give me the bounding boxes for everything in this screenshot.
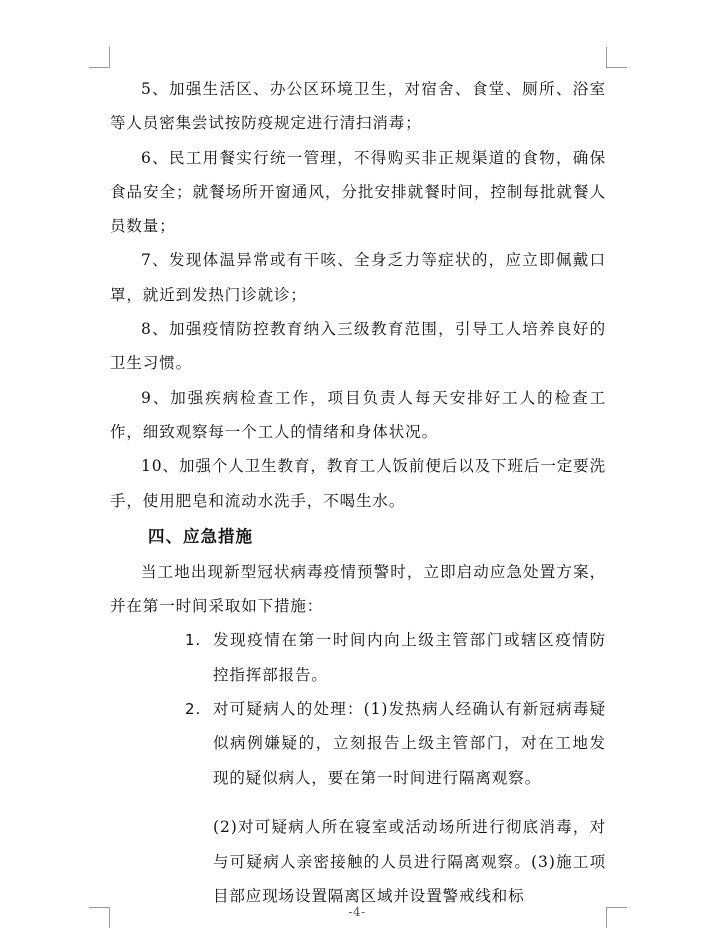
item-7: 7、发现体温异常或有干咳、全身乏力等症状的，应立即佩戴口罩，就近到发热门诊就诊； — [110, 251, 606, 304]
measures-list — [110, 623, 606, 794]
measure-item — [110, 623, 606, 692]
page-number: -4- — [348, 905, 366, 919]
item-6: 6、民工用餐实行统一管理，不得购买非正规渠道的食物，确保食品安全；就餐场所开窗通风，分批安排就餐时间，控制每批就餐人员数量； — [110, 148, 606, 236]
measure-continuation: (2)对可疑病人所在寝室或活动场所进行彻底消毒，对与可疑病人亲密接触的人员进行隔离观察。(3)施工项目部应现场设置隔离区域并设置警戒线和标 — [213, 818, 606, 906]
measure-text: 对可疑病人的处理：(1)发热病人经确认有新冠病毒疑似病例嫌疑的，立刻报告上级主管部门，对在工地发现的疑似病人，要在第一时间进行隔离观察。 — [213, 700, 606, 787]
item-8: 8、加强疫情防控教育纳入三级教育范围，引导工人培养良好的卫生习惯。 — [110, 320, 606, 373]
item-5: 5、加强生活区、办公区环境卫生，对宿舍、食堂、厕所、浴室等人员密集尝试按防疫规定进行清扫消毒； — [110, 80, 606, 133]
measure-number: 2. — [185, 700, 202, 719]
crop-mark-top-left — [89, 47, 110, 68]
item-9: 9、加强疾病检查工作，项目负责人每天安排好工人的检查工作，细致观察每一个工人的情绪和身体状况。 — [110, 388, 606, 441]
measure-item — [110, 692, 606, 795]
document-body — [110, 72, 606, 929]
measure-number: 1. — [185, 631, 202, 650]
section-intro: 当工地出现新型冠状病毒疫情预警时，立即启动应急处置方案，并在第一时间采取如下措施： — [110, 562, 606, 616]
section-heading: 四、应急措施 — [148, 526, 253, 546]
crop-mark-top-right — [606, 47, 627, 68]
measure-text: 发现疫情在第一时间内向上级主管部门或辖区疫情防控指挥部报告。 — [213, 631, 606, 684]
item-10: 10、加强个人卫生教育，教育工人饭前便后以及下班后一定要洗手，使用肥皂和流动水洗手，不喝生水。 — [110, 457, 606, 510]
